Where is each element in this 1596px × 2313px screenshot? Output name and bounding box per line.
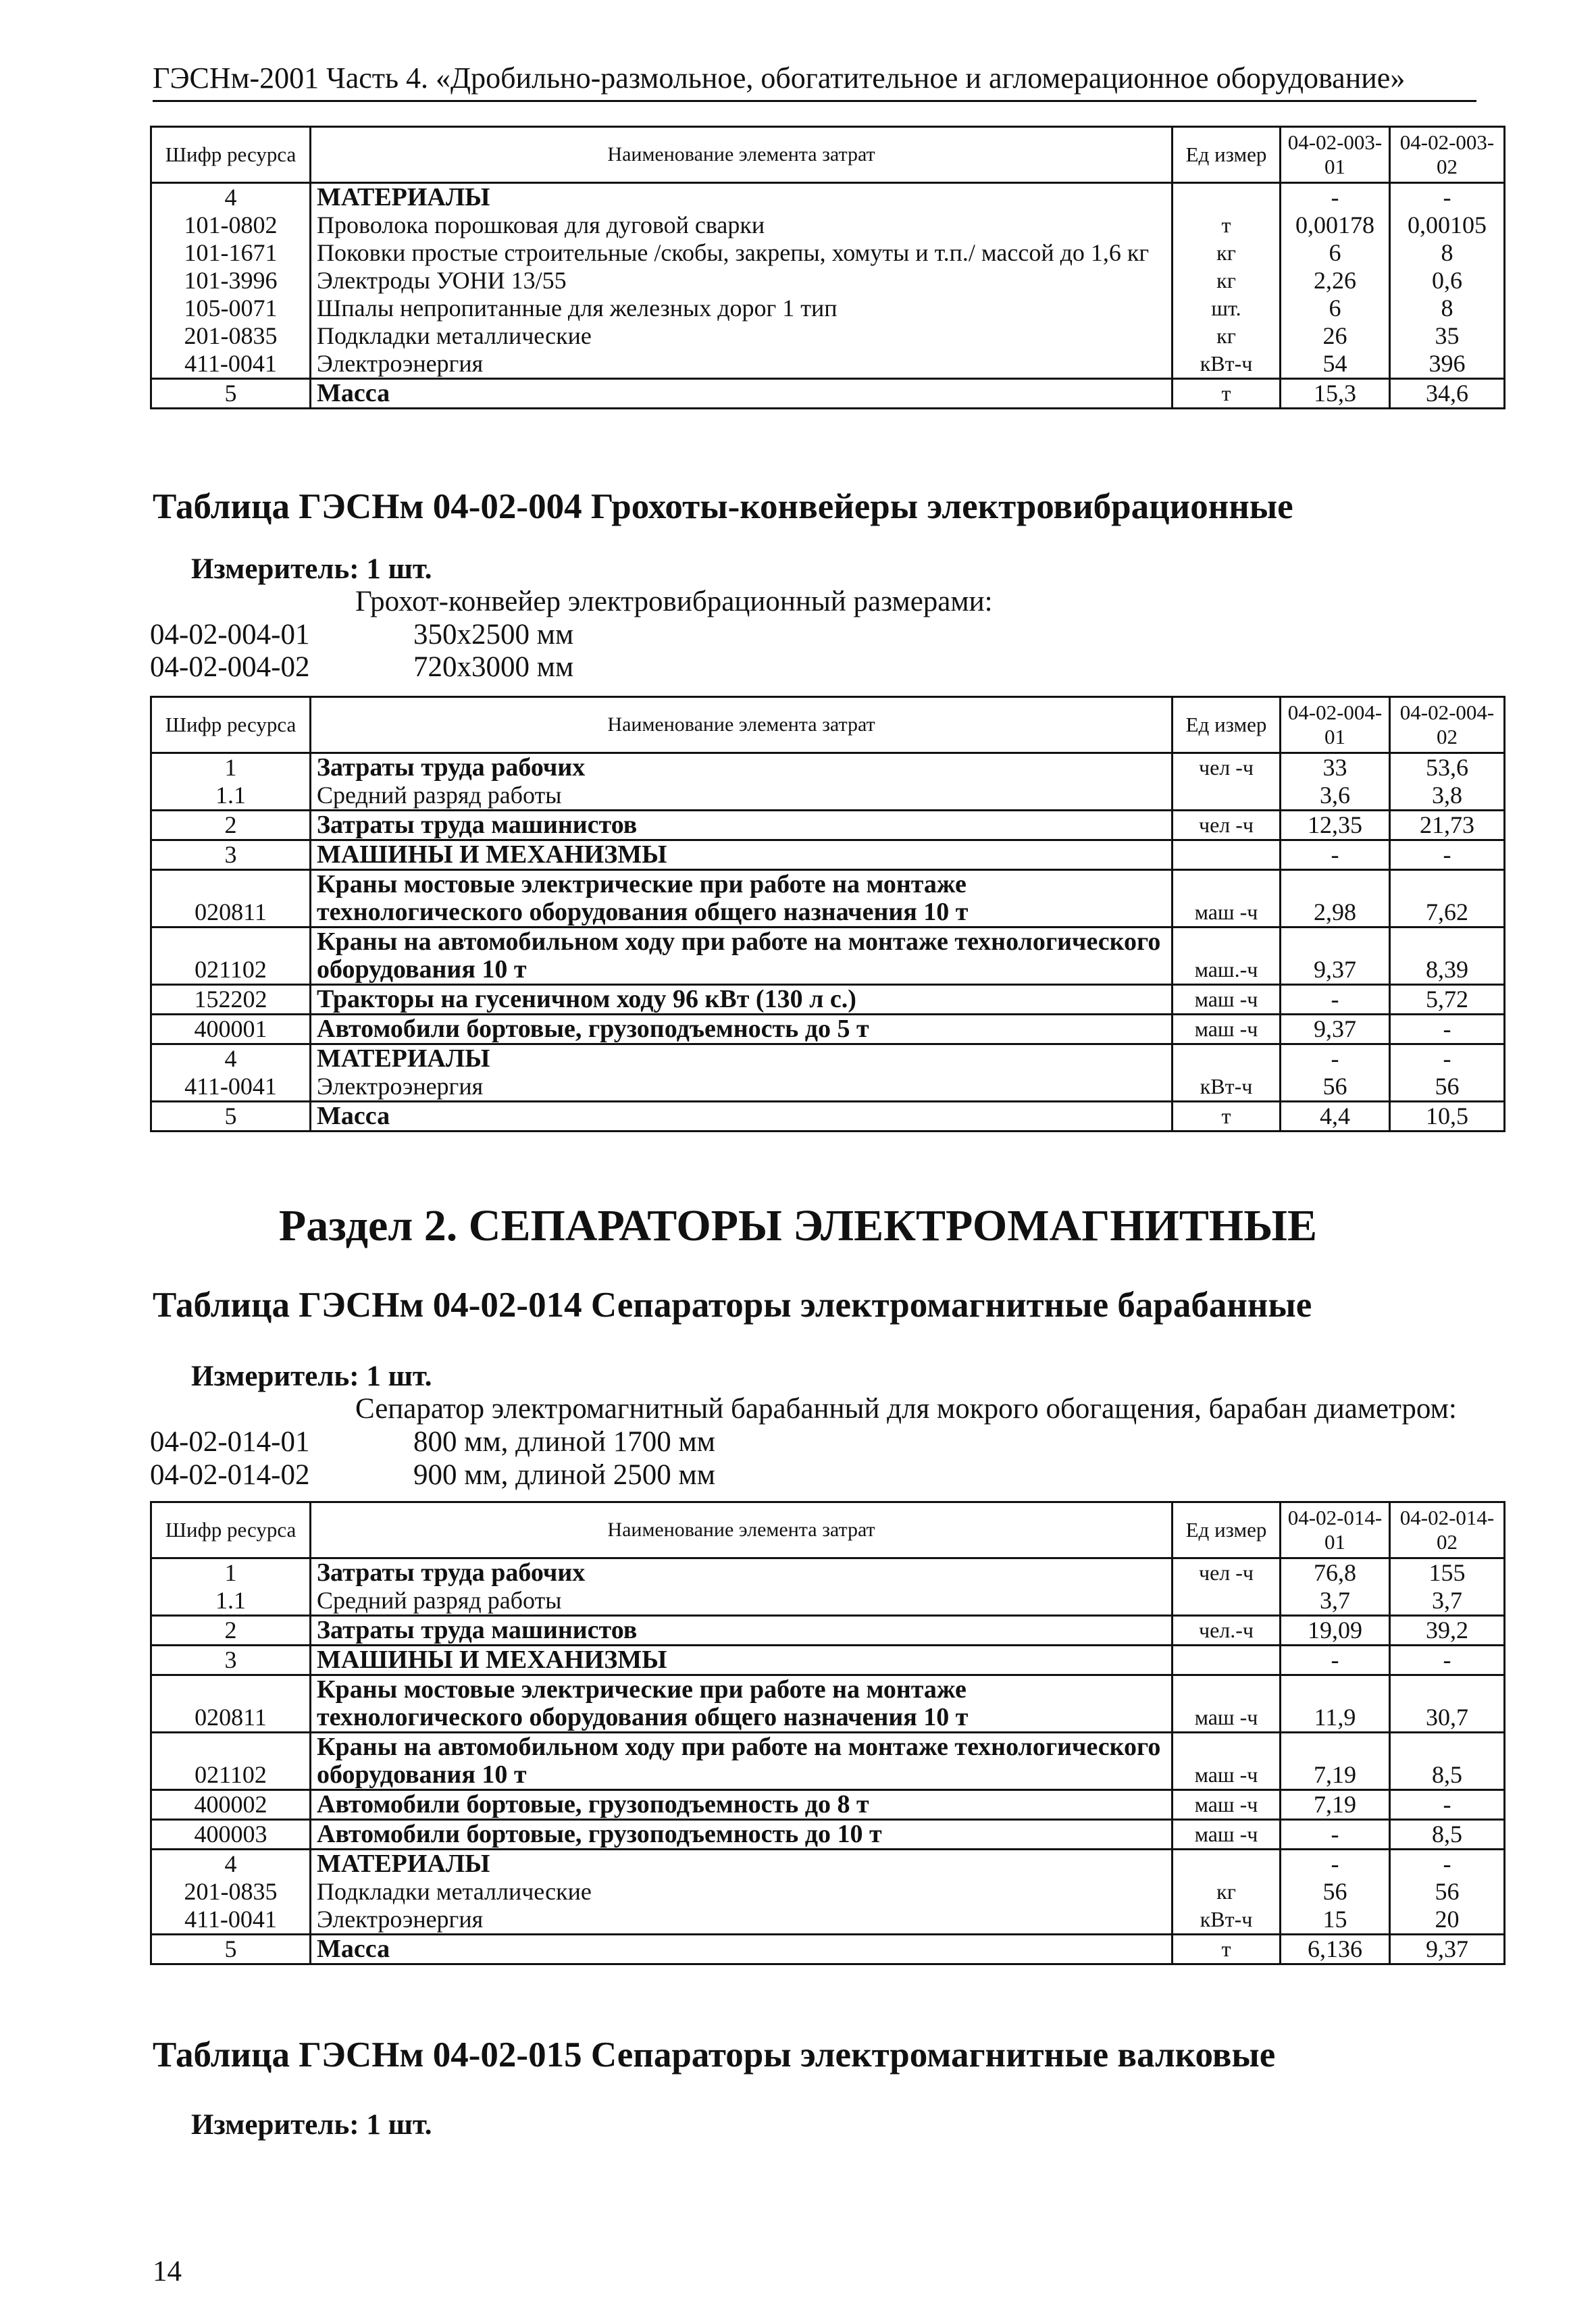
row-unit: маш -ч bbox=[1173, 1790, 1281, 1820]
row-unit bbox=[1173, 1850, 1281, 1879]
row-unit: кг bbox=[1173, 1878, 1281, 1906]
table-row bbox=[151, 350, 1505, 379]
row-name: МАШИНЫ И МЕХАНИЗМЫ bbox=[311, 840, 1173, 870]
column-header-name: Наименование элемента затрат bbox=[311, 127, 1173, 183]
row-value-2: 3,8 bbox=[1390, 782, 1505, 811]
row-value-2: 21,73 bbox=[1390, 811, 1505, 840]
row-unit: т bbox=[1173, 379, 1281, 409]
row-value-1: - bbox=[1281, 1820, 1390, 1850]
row-unit: маш -ч bbox=[1173, 1015, 1281, 1044]
row-value-2: - bbox=[1390, 1044, 1505, 1073]
row-value-2: 8,5 bbox=[1390, 1733, 1505, 1790]
column-header-variant-2: 04-02-003-02 bbox=[1390, 127, 1505, 183]
row-code: 021102 bbox=[151, 1733, 311, 1790]
table-row bbox=[151, 782, 1505, 811]
table-title-04-02-004: Таблица ГЭСНм 04-02-004 Грохоты-конвейеры электровибрационные bbox=[153, 487, 1293, 526]
row-code: 3 bbox=[151, 840, 311, 870]
row-value-2: 155 bbox=[1390, 1558, 1505, 1587]
row-value-1: 9,37 bbox=[1281, 927, 1390, 985]
column-header-name: Наименование элемента затрат bbox=[311, 697, 1173, 753]
row-value-2: 3,7 bbox=[1390, 1587, 1505, 1616]
row-value-1: 6 bbox=[1281, 295, 1390, 322]
row-unit bbox=[1173, 1646, 1281, 1675]
table-row bbox=[151, 840, 1505, 870]
row-code: 411-0041 bbox=[151, 1906, 311, 1935]
table-header-row bbox=[151, 127, 1505, 183]
meter-04-02-004 bbox=[191, 552, 432, 587]
row-value-2: 8 bbox=[1390, 239, 1505, 267]
row-value-2: 9,37 bbox=[1390, 1935, 1505, 1964]
table-row bbox=[151, 1850, 1505, 1879]
row-value-2: 39,2 bbox=[1390, 1616, 1505, 1646]
row-unit: маш -ч bbox=[1173, 1675, 1281, 1733]
row-name: МАТЕРИАЛЫ bbox=[311, 183, 1173, 212]
row-name: МАТЕРИАЛЫ bbox=[311, 1850, 1173, 1879]
table-header-row bbox=[151, 697, 1505, 753]
row-name: Автомобили бортовые, грузоподъемность до 10 т bbox=[311, 1820, 1173, 1850]
row-name: Масса bbox=[311, 1102, 1173, 1132]
column-header-unit: Ед измер bbox=[1173, 697, 1281, 753]
row-value-1: 3,7 bbox=[1281, 1587, 1390, 1616]
variant-code: 04-02-014-02 bbox=[150, 1459, 310, 1491]
row-name: Краны на автомобильном ходу при работе на монтаже технологического оборудования 10 т bbox=[311, 1733, 1173, 1790]
row-value-1: 33 bbox=[1281, 753, 1390, 782]
row-value-2: 5,72 bbox=[1390, 985, 1505, 1015]
description-04-02-014: Сепаратор электромагнитный барабанный для мокрого обогащения, барабан диаметром: bbox=[355, 1393, 1457, 1425]
table-row bbox=[151, 1044, 1505, 1073]
row-unit: чел -ч bbox=[1173, 1558, 1281, 1587]
row-name: Электроэнергия bbox=[311, 1073, 1173, 1102]
row-unit: чел -ч bbox=[1173, 753, 1281, 782]
row-value-1: 0,00178 bbox=[1281, 211, 1390, 239]
table-row bbox=[151, 753, 1505, 782]
row-name: Электроэнергия bbox=[311, 1906, 1173, 1935]
column-header-variant-2: 04-02-004-02 bbox=[1390, 697, 1505, 753]
row-unit: кг bbox=[1173, 239, 1281, 267]
row-code: 1 bbox=[151, 1558, 311, 1587]
row-name: Электроэнергия bbox=[311, 350, 1173, 379]
row-code: 1.1 bbox=[151, 1587, 311, 1616]
row-value-2: 10,5 bbox=[1390, 1102, 1505, 1132]
row-unit: чел -ч bbox=[1173, 811, 1281, 840]
row-unit: маш -ч bbox=[1173, 1733, 1281, 1790]
row-value-1: 15 bbox=[1281, 1906, 1390, 1935]
row-value-1: - bbox=[1281, 1044, 1390, 1073]
row-code: 201-0835 bbox=[151, 1878, 311, 1906]
row-value-2: - bbox=[1390, 1015, 1505, 1044]
row-unit: чел.-ч bbox=[1173, 1616, 1281, 1646]
variant-text: 350x2500 мм bbox=[413, 619, 574, 651]
row-unit: т bbox=[1173, 211, 1281, 239]
row-code: 021102 bbox=[151, 927, 311, 985]
meter-label: Измеритель: bbox=[191, 2109, 359, 2141]
table-row bbox=[151, 1102, 1505, 1132]
table-row bbox=[151, 267, 1505, 295]
section-title: Раздел 2. СЕПАРАТОРЫ ЭЛЕКТРОМАГНИТНЫЕ bbox=[278, 1201, 1318, 1250]
row-unit bbox=[1173, 183, 1281, 212]
meter-value: 1 шт. bbox=[366, 1361, 432, 1392]
row-value-2: 0,6 bbox=[1390, 267, 1505, 295]
table-row bbox=[151, 1587, 1505, 1616]
row-value-1: - bbox=[1281, 840, 1390, 870]
row-value-1: 26 bbox=[1281, 322, 1390, 350]
row-value-2: - bbox=[1390, 840, 1505, 870]
row-value-1: 11,9 bbox=[1281, 1675, 1390, 1733]
row-value-1: 2,98 bbox=[1281, 870, 1390, 927]
row-name: Масса bbox=[311, 1935, 1173, 1964]
row-value-1: 7,19 bbox=[1281, 1790, 1390, 1820]
row-value-1: 2,26 bbox=[1281, 267, 1390, 295]
row-value-1: 9,37 bbox=[1281, 1015, 1390, 1044]
variant-line bbox=[150, 650, 573, 685]
meter-label: Измеритель: bbox=[191, 1361, 359, 1392]
table-title-04-02-014: Таблица ГЭСНм 04-02-014 Сепараторы электромагнитные барабанные bbox=[153, 1286, 1312, 1325]
description-04-02-004: Грохот-конвейер электровибрационный размерами: bbox=[355, 586, 993, 617]
column-header-variant-1: 04-02-004-01 bbox=[1281, 697, 1390, 753]
row-code: 1 bbox=[151, 753, 311, 782]
row-name: Затраты труда рабочих bbox=[311, 1558, 1173, 1587]
row-value-2: 396 bbox=[1390, 350, 1505, 379]
table-row bbox=[151, 239, 1505, 267]
row-unit: кг bbox=[1173, 322, 1281, 350]
table-row bbox=[151, 1616, 1505, 1646]
table-row bbox=[151, 1790, 1505, 1820]
row-value-2: 8,5 bbox=[1390, 1820, 1505, 1850]
table-row bbox=[151, 927, 1505, 985]
row-code: 5 bbox=[151, 1102, 311, 1132]
variant-text: 900 мм, длиной 2500 мм bbox=[413, 1459, 715, 1491]
column-header-code: Шифр ресурса bbox=[151, 697, 311, 753]
row-value-2: 53,6 bbox=[1390, 753, 1505, 782]
table-row bbox=[151, 183, 1505, 212]
row-unit: маш -ч bbox=[1173, 870, 1281, 927]
variant-code: 04-02-004-02 bbox=[150, 651, 310, 683]
row-code: 020811 bbox=[151, 870, 311, 927]
row-value-1: - bbox=[1281, 183, 1390, 212]
row-code: 101-1671 bbox=[151, 239, 311, 267]
row-value-1: 56 bbox=[1281, 1073, 1390, 1102]
row-value-1: 54 bbox=[1281, 350, 1390, 379]
row-value-1: 6,136 bbox=[1281, 1935, 1390, 1964]
row-code: 400002 bbox=[151, 1790, 311, 1820]
row-code: 400003 bbox=[151, 1820, 311, 1850]
table-row bbox=[151, 295, 1505, 322]
row-code: 5 bbox=[151, 379, 311, 409]
table-header-row bbox=[151, 1502, 1505, 1558]
row-unit: кг bbox=[1173, 267, 1281, 295]
row-name: Затраты труда машинистов bbox=[311, 1616, 1173, 1646]
row-value-2: 8,39 bbox=[1390, 927, 1505, 985]
row-value-1: 12,35 bbox=[1281, 811, 1390, 840]
table-row bbox=[151, 1906, 1505, 1935]
row-value-1: - bbox=[1281, 1850, 1390, 1879]
cost-table-04-02-003 bbox=[150, 126, 1505, 409]
row-value-2: 0,00105 bbox=[1390, 211, 1505, 239]
row-name: Проволока порошковая для дуговой сварки bbox=[311, 211, 1173, 239]
table-row bbox=[151, 1558, 1505, 1587]
row-code: 201-0835 bbox=[151, 322, 311, 350]
row-value-1: 7,19 bbox=[1281, 1733, 1390, 1790]
row-unit: маш -ч bbox=[1173, 1820, 1281, 1850]
row-code: 4 bbox=[151, 183, 311, 212]
row-unit bbox=[1173, 1044, 1281, 1073]
row-value-2: 7,62 bbox=[1390, 870, 1505, 927]
row-value-1: 6 bbox=[1281, 239, 1390, 267]
row-code: 411-0041 bbox=[151, 350, 311, 379]
variant-code: 04-02-014-01 bbox=[150, 1426, 310, 1458]
row-value-2: 20 bbox=[1390, 1906, 1505, 1935]
row-value-1: 19,09 bbox=[1281, 1616, 1390, 1646]
variant-text: 720x3000 мм bbox=[413, 651, 574, 683]
table-row bbox=[151, 322, 1505, 350]
row-name: Подкладки металлические bbox=[311, 1878, 1173, 1906]
row-value-2: 8 bbox=[1390, 295, 1505, 322]
meter-label: Измеритель: bbox=[191, 553, 359, 585]
row-value-1: - bbox=[1281, 985, 1390, 1015]
meter-value: 1 шт. bbox=[366, 553, 432, 585]
table-row bbox=[151, 1675, 1505, 1733]
meter-value: 1 шт. bbox=[366, 2109, 432, 2141]
row-unit: маш -ч bbox=[1173, 985, 1281, 1015]
row-value-1: 4,4 bbox=[1281, 1102, 1390, 1132]
row-code: 1.1 bbox=[151, 782, 311, 811]
row-value-2: 35 bbox=[1390, 322, 1505, 350]
row-code: 411-0041 bbox=[151, 1073, 311, 1102]
table-row bbox=[151, 1935, 1505, 1964]
table-row bbox=[151, 811, 1505, 840]
meter-04-02-014 bbox=[191, 1359, 432, 1394]
variant-text: 800 мм, длиной 1700 мм bbox=[413, 1426, 715, 1458]
row-code: 3 bbox=[151, 1646, 311, 1675]
row-code: 020811 bbox=[151, 1675, 311, 1733]
row-name: Краны мостовые электрические при работе на монтаже технологического оборудования общего назначения 10 т bbox=[311, 870, 1173, 927]
table-row bbox=[151, 870, 1505, 927]
row-name: Электроды УОНИ 13/55 bbox=[311, 267, 1173, 295]
row-code: 5 bbox=[151, 1935, 311, 1964]
row-value-2: - bbox=[1390, 1850, 1505, 1879]
row-unit bbox=[1173, 1587, 1281, 1616]
row-unit bbox=[1173, 782, 1281, 811]
column-header-variant-1: 04-02-003-01 bbox=[1281, 127, 1390, 183]
row-unit: кВт-ч bbox=[1173, 1906, 1281, 1935]
row-unit: т bbox=[1173, 1935, 1281, 1964]
row-unit: маш.-ч bbox=[1173, 927, 1281, 985]
row-name: Затраты труда машинистов bbox=[311, 811, 1173, 840]
row-code: 2 bbox=[151, 1616, 311, 1646]
row-name: Шпалы непропитанные для железных дорог 1 тип bbox=[311, 295, 1173, 322]
row-name: Средний разряд работы bbox=[311, 782, 1173, 811]
row-name: Затраты труда рабочих bbox=[311, 753, 1173, 782]
table-row bbox=[151, 379, 1505, 409]
row-name: Тракторы на гусеничном ходу 96 кВт (130 л с.) bbox=[311, 985, 1173, 1015]
row-value-1: 3,6 bbox=[1281, 782, 1390, 811]
column-header-unit: Ед измер bbox=[1173, 127, 1281, 183]
row-value-2: 30,7 bbox=[1390, 1675, 1505, 1733]
table-row bbox=[151, 211, 1505, 239]
row-value-2: 56 bbox=[1390, 1878, 1505, 1906]
row-code: 400001 bbox=[151, 1015, 311, 1044]
row-value-2: - bbox=[1390, 1790, 1505, 1820]
table-row bbox=[151, 1820, 1505, 1850]
row-name: Подкладки металлические bbox=[311, 322, 1173, 350]
column-header-variant-1: 04-02-014-01 bbox=[1281, 1502, 1390, 1558]
row-name: Поковки простые строительные /скобы, закрепы, хомуты и т.п./ массой до 1,6 кг bbox=[311, 239, 1173, 267]
table-row bbox=[151, 985, 1505, 1015]
row-unit: т bbox=[1173, 1102, 1281, 1132]
row-code: 2 bbox=[151, 811, 311, 840]
column-header-code: Шифр ресурса bbox=[151, 1502, 311, 1558]
row-value-2: - bbox=[1390, 183, 1505, 212]
cost-table-04-02-004 bbox=[150, 696, 1505, 1132]
row-value-1: 15,3 bbox=[1281, 379, 1390, 409]
variant-line bbox=[150, 1458, 715, 1493]
table-row bbox=[151, 1733, 1505, 1790]
row-code: 101-0802 bbox=[151, 211, 311, 239]
row-value-2: - bbox=[1390, 1646, 1505, 1675]
row-name: Краны на автомобильном ходу при работе на монтаже технологического оборудования 10 т bbox=[311, 927, 1173, 985]
row-code: 152202 bbox=[151, 985, 311, 1015]
row-name: МАШИНЫ И МЕХАНИЗМЫ bbox=[311, 1646, 1173, 1675]
variant-line bbox=[150, 1425, 715, 1460]
meter-04-02-015 bbox=[191, 2108, 432, 2143]
row-code: 4 bbox=[151, 1044, 311, 1073]
row-unit: кВт-ч bbox=[1173, 1073, 1281, 1102]
row-code: 101-3996 bbox=[151, 267, 311, 295]
cost-table-04-02-014 bbox=[150, 1501, 1505, 1965]
variant-line bbox=[150, 617, 573, 653]
table-row bbox=[151, 1646, 1505, 1675]
row-code: 105-0071 bbox=[151, 295, 311, 322]
page-number: 14 bbox=[153, 2256, 182, 2287]
row-name: Автомобили бортовые, грузоподъемность до 8 т bbox=[311, 1790, 1173, 1820]
row-value-1: 56 bbox=[1281, 1878, 1390, 1906]
variant-code: 04-02-004-01 bbox=[150, 619, 310, 651]
column-header-variant-2: 04-02-014-02 bbox=[1390, 1502, 1505, 1558]
column-header-unit: Ед измер bbox=[1173, 1502, 1281, 1558]
row-unit bbox=[1173, 840, 1281, 870]
row-name: МАТЕРИАЛЫ bbox=[311, 1044, 1173, 1073]
column-header-code: Шифр ресурса bbox=[151, 127, 311, 183]
table-row bbox=[151, 1015, 1505, 1044]
row-name: Средний разряд работы bbox=[311, 1587, 1173, 1616]
running-header: ГЭСНм-2001 Часть 4. «Дробильно-размольное, обогатительное и агломерационное оборудование» bbox=[153, 59, 1476, 102]
table-title-04-02-015: Таблица ГЭСНм 04-02-015 Сепараторы электромагнитные валковые bbox=[153, 2035, 1276, 2075]
row-name: Краны мостовые электрические при работе на монтаже технологического оборудования общего назначения 10 т bbox=[311, 1675, 1173, 1733]
row-name: Масса bbox=[311, 379, 1173, 409]
row-code: 4 bbox=[151, 1850, 311, 1879]
row-value-1: 76,8 bbox=[1281, 1558, 1390, 1587]
row-value-2: 34,6 bbox=[1390, 379, 1505, 409]
column-header-name: Наименование элемента затрат bbox=[311, 1502, 1173, 1558]
row-name: Автомобили бортовые, грузоподъемность до 5 т bbox=[311, 1015, 1173, 1044]
row-unit: кВт-ч bbox=[1173, 350, 1281, 379]
row-value-1: - bbox=[1281, 1646, 1390, 1675]
table-row bbox=[151, 1073, 1505, 1102]
table-row bbox=[151, 1878, 1505, 1906]
row-unit: шт. bbox=[1173, 295, 1281, 322]
row-value-2: 56 bbox=[1390, 1073, 1505, 1102]
